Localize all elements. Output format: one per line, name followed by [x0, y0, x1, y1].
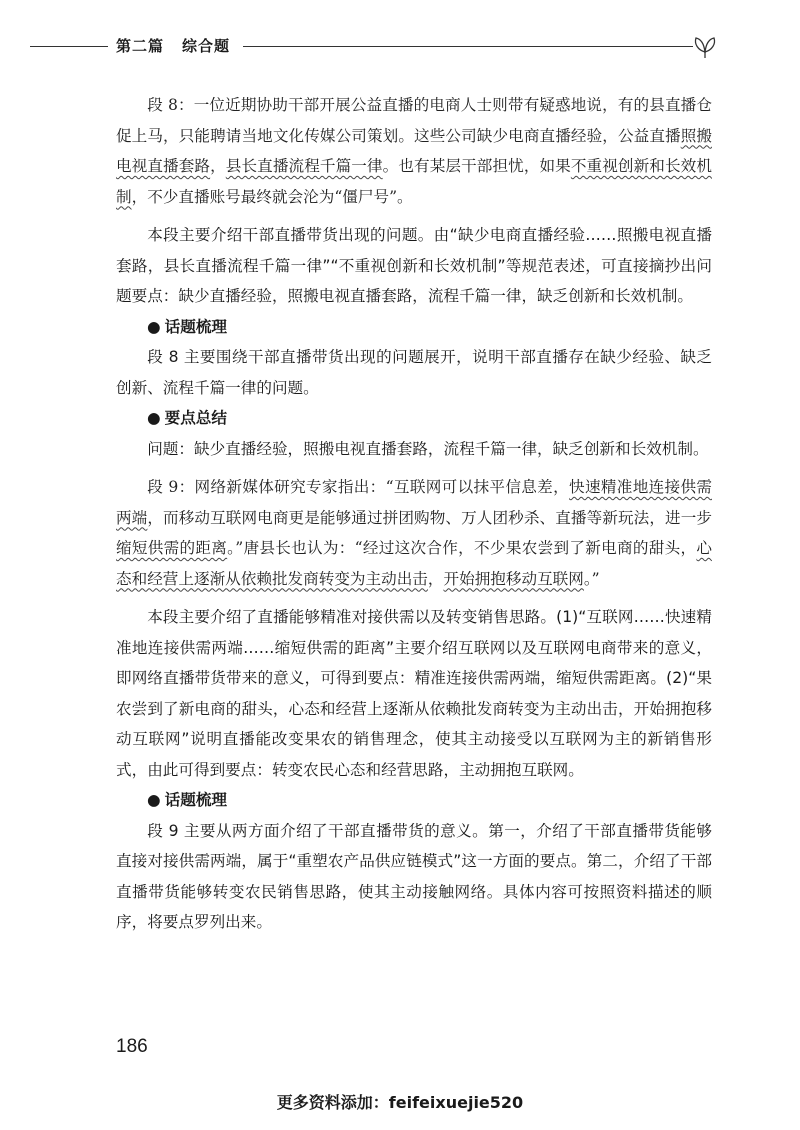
source-text: ，	[427, 569, 444, 588]
underlined-phrase: 缩短供需的距离	[116, 539, 228, 557]
header-part: 第二篇	[116, 37, 165, 55]
underlined-phrase: 不重视创新和长效机制	[116, 157, 712, 206]
topic-heading-8: ● 话题梳理	[147, 317, 227, 336]
page-number: 186	[116, 1036, 148, 1057]
topic-text-9: 段 9 主要从两方面介绍了干部直播带货的意义。第一，介绍了干部直播带货能够直接对接供需两端，属于“重塑农产品供应链模式”这一方面的要点。第二，介绍了干部直播带货能够转变农民销售思路，使其主动接触网络。具体内容可按照资料描述的顺序，将要点罗列出来。	[116, 821, 712, 931]
running-header	[0, 30, 800, 60]
source-text: 段 9：网络新媒体研究专家指出：“互联网可以抹平信息差，	[147, 478, 570, 496]
source-paragraph-8	[116, 90, 712, 212]
bullet-icon: ●	[147, 317, 161, 336]
points-text-8: 问题：缺少直播经验，照搬电视直播套路，流程千篇一律，缺乏创新和长效机制。	[147, 439, 709, 458]
underlined-phrase: 县长直播流程千篇一律	[225, 157, 383, 175]
points-heading-8: ● 要点总结	[147, 409, 227, 427]
underlined-phrase: 心态和经营上逐渐从依赖批发商转变为主动出击	[116, 539, 712, 588]
source-text: ，	[210, 157, 226, 175]
underlined-phrase: 照搬电视直播套路	[116, 126, 712, 175]
header-title: 综合题	[182, 37, 231, 55]
source-text: ，不少直播账号最终就会沦为“僵尸号”。	[131, 187, 413, 206]
topic-text-8: 段 8 主要围绕干部直播带货出现的问题展开，说明干部直播存在缺少经验、缺乏创新、流程千篇一律的问题。	[116, 348, 712, 397]
leaf-ornament-icon	[690, 30, 720, 60]
bullet-icon: ●	[147, 791, 161, 809]
source-text: ，而移动互联网电商更是能够通过拼团购物、万人团秒杀、直播等新玩法，进一步	[147, 508, 712, 527]
footer-note: 更多资料添加：feifeixuejie520	[276, 1093, 524, 1112]
topic-heading-9: ● 话题梳理	[147, 791, 227, 809]
header-label	[116, 35, 248, 56]
header-rule-right	[243, 46, 693, 47]
analysis-paragraph-8: 本段主要介绍干部直播带货出现的问题。由“缺少电商直播经验……照搬电视直播套路，县长直播流程千篇一律”“不重视创新和长效机制”等规范表述，可直接摘抄出问题要点：缺少直播经验，照搬电视直播套路，流程千篇一律，缺乏创新和长效机制。	[116, 226, 712, 305]
underlined-phrase: 开始拥抱移动互联网	[443, 569, 584, 588]
source-text: 段 8：一位近期协助干部开展公益直播的电商人士则带有疑惑地说，有的县直播仓促上马，只能聘请当地文化传媒公司策划。这些公司缺少电商直播经验，公益直播	[116, 96, 712, 145]
analysis-paragraph-9: 本段主要介绍了直播能够精准对接供需以及转变销售思路。(1)“互联网……快速精准地连接供需两端……缩短供需的距离”主要介绍互联网以及互联网电商带来的意义，即网络直播带货带来的意义，可得到要点：精准连接供需两端，缩短供需距离。(2)“果农尝到了新电商的甜头，心态和经营上逐渐从依赖批发商转变为主动出击，开始拥抱移动互联网”说明直播能改变果农的销售理念，使其主动接受以互联网为主的新销售形式，由此可得到要点：转变农民心态和经营思路，主动拥抱互联网。	[116, 608, 712, 779]
source-text: 。”唐县长也认为：“经过这次合作，不少果农尝到了新电商的甜头，	[227, 539, 697, 557]
bullet-icon: ●	[147, 409, 161, 427]
source-text: 。也有某层干部担忧，如果	[382, 157, 571, 175]
source-text: 。”	[583, 569, 600, 588]
page-content	[116, 90, 712, 938]
header-rule-left	[30, 46, 108, 47]
source-paragraph-9	[116, 472, 712, 594]
underlined-phrase: 快速精准地连接供需两端	[116, 478, 712, 527]
